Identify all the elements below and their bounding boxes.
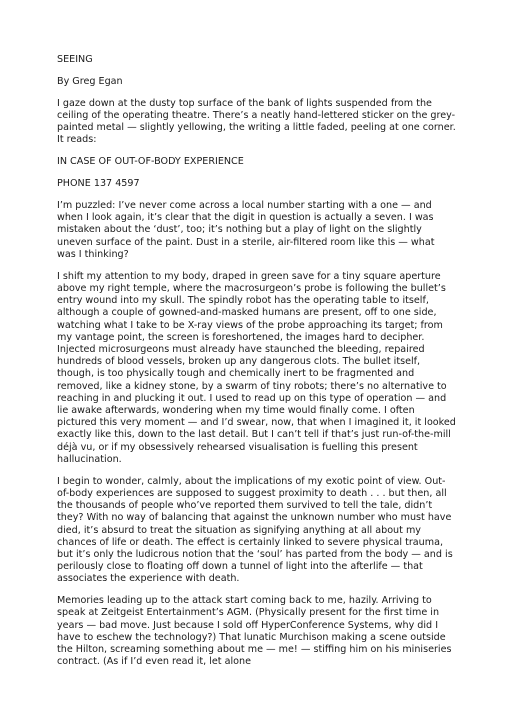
sticker-text-line-1: IN CASE OF OUT-OF-BODY EXPERIENCE	[57, 156, 244, 168]
paragraph-3: I shift my attention to my body, draped in green save for a tiny square aperture above my right temple, where the macrosurgeon’s probe is following the bullet’s entry wound into my skull. The spindly robot has the operating table to itself, although a couple of gowned-and-masked humans are present, off to one side, watching what I take to be X-ray views of the probe approaching its target; from my vantage point, the screen is foreshortened, the images hard to decipher. Injected microsurgeons must already have staunched the bleeding, repaired hundreds of blood vessels, broken up any dangerous clots. The bullet itself, though, is too physically tough and chemically inert to be fragmented and removed, like a kidney stone, by a swarm of tiny robots; there’s no alternative to reaching in and plucking it out. I used to read up on this type of operation — and lie awake afterwards, wondering when my time would finally come. I often pictured this very moment — and I’d swear, now, that when I imagined it, it looked exactly like this, down to the last detail. But I can’t tell if that’s just run-of-the-mill déjà vu, or if my obsessively rehearsed visualisation is fuelling this present hallucination.	[57, 270, 456, 465]
sticker-text-line-2: PHONE 137 4597	[57, 178, 140, 190]
paragraph-2: I’m puzzled: I’ve never come across a local number starting with a one — and when I look again, it’s clear that the digit in question is actually a seven. I was mistaken about the ‘dust’, too; it’s nothing but a play of light on the slightly uneven surface of the paint. Dust in a sterile, air-filtered room like this — what was I thinking?	[57, 200, 435, 260]
paragraph-5: Memories leading up to the attack start coming back to me, hazily. Arriving to speak at Zeitgeist Entertainment’s AGM. (Physically present for the first time in years — bad move. Just because I sold off HyperConference Systems, why did I have to eschew the technology?) That lunatic Murchison making a scene outside the Hilton, screaming something about me — me! — stiffing him on his miniseries contract. (As if I’d even read it, let alone	[57, 595, 452, 668]
paragraph-1: I gaze down at the dusty top surface of the bank of lights suspended from the ceiling of the operating theatre. There’s a neatly hand-lettered sticker on the grey-painted metal — slightly yellowing, the writing a little faded, peeling at one corner. It reads:	[57, 97, 456, 146]
document-title: SEEING	[57, 54, 93, 65]
document-byline: By Greg Egan	[57, 75, 123, 87]
paragraph-4: I begin to wonder, calmly, about the implications of my exotic point of view. Out-of-body experiences are supposed to suggest proximity to death . . . but then, all the thousands of people who’ve reported them survived to tell the tale, didn’t they? With no way of balancing that against the unknown number who must have died, it’s absurd to treat the situation as signifying anything at all about my chances of life or death. The effect is certainly linked to severe physical trauma, but it’s only the ludicrous notion that the ‘soul’ has parted from the body — and is perilously close to floating off down a tunnel of light into the afterlife — that associates the experience with death.	[57, 475, 453, 585]
